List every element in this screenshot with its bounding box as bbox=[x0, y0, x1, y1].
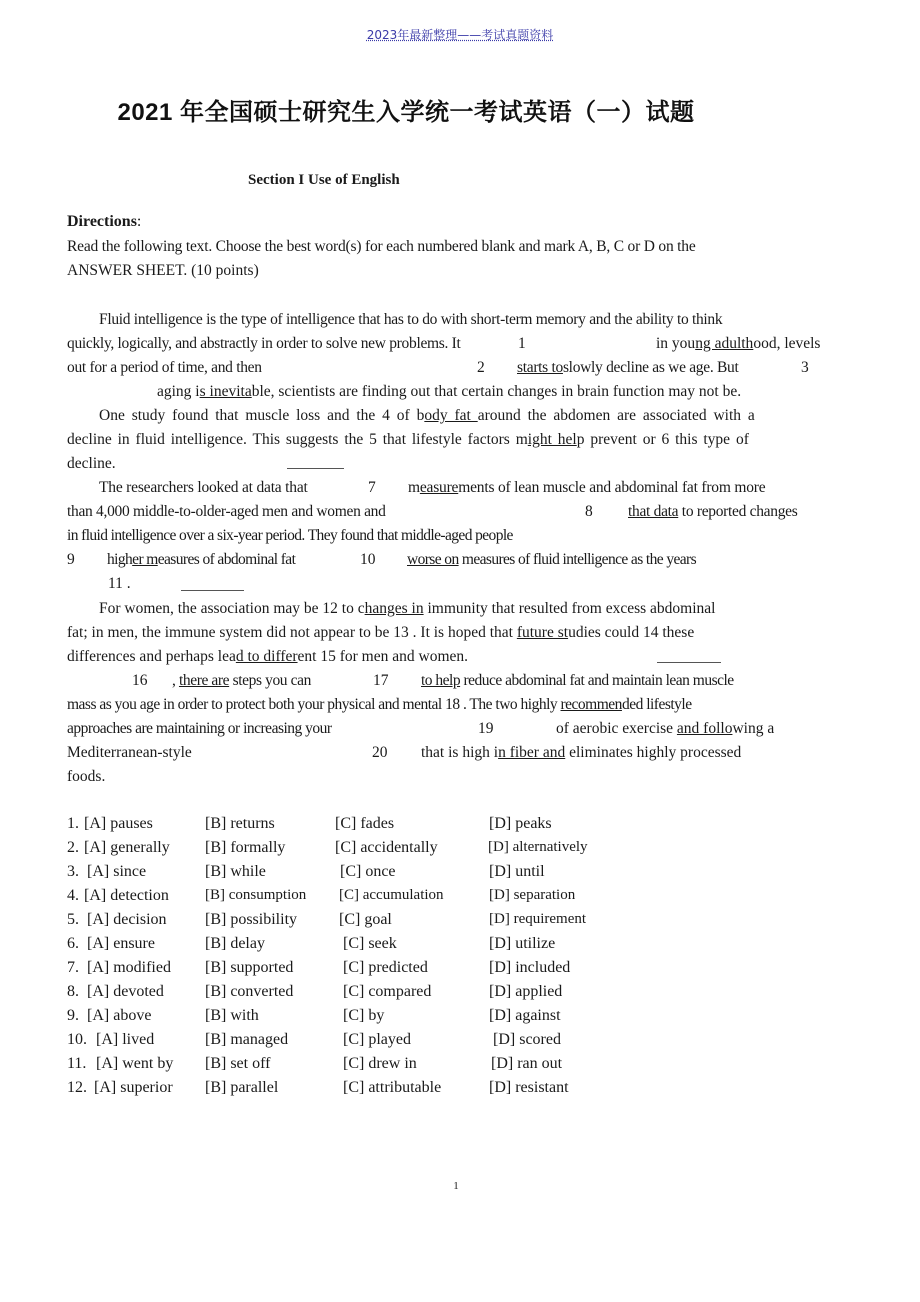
option-d[interactable]: [D] included bbox=[489, 959, 571, 976]
option-b[interactable]: [B] returns bbox=[205, 815, 275, 832]
option-d[interactable]: [D] ran out bbox=[491, 1055, 563, 1072]
blank-19: 19 bbox=[478, 720, 494, 737]
option-c[interactable]: [C] seek bbox=[343, 935, 397, 952]
option-b[interactable]: [B] delay bbox=[205, 935, 265, 952]
p4-text: fat; in men, the immune system did not appear to be 13 . It is hoped that bbox=[67, 624, 517, 641]
p4-underlined: hanges in bbox=[364, 600, 424, 617]
option-a[interactable]: [A] detection bbox=[84, 887, 169, 904]
directions-colon: : bbox=[136, 213, 142, 230]
option-d[interactable]: [D] scored bbox=[493, 1031, 561, 1048]
p3-line-4a bbox=[107, 551, 295, 569]
option-a[interactable]: [A] devoted bbox=[87, 983, 164, 1000]
p2-line-2 bbox=[67, 431, 749, 449]
p3-text: ments of lean muscle and abdominal fat from more bbox=[458, 479, 766, 496]
p1-underlined: ng adulth bbox=[695, 335, 754, 352]
p1-underlined: s inevita bbox=[199, 383, 252, 400]
option-a[interactable]: [A] modified bbox=[87, 959, 171, 976]
p1-line-3a: out for a period of time, and then bbox=[67, 359, 262, 376]
p1-text: in you bbox=[656, 335, 696, 352]
p3-underlined: worse on bbox=[407, 551, 459, 568]
option-b[interactable]: [B] with bbox=[205, 1007, 259, 1024]
option-c[interactable]: [C] accumulation bbox=[339, 887, 444, 903]
p5-line-2 bbox=[67, 696, 692, 714]
p4-line-1 bbox=[99, 600, 715, 618]
answer-blank-line bbox=[181, 590, 244, 591]
directions-line-1: Read the following text. Choose the best word(s) for each numbered blank and mark A, B, C or D on the bbox=[67, 238, 696, 255]
option-a[interactable]: [A] lived bbox=[96, 1031, 155, 1048]
page-number: 1 bbox=[453, 1180, 459, 1192]
p3-text: high bbox=[107, 551, 133, 568]
p4-underlined: d to differ bbox=[235, 648, 298, 665]
blank-3: 3 bbox=[801, 359, 809, 376]
p2-line-1 bbox=[99, 407, 755, 425]
p4-underlined: future st bbox=[516, 624, 569, 641]
p4-text: udies could 14 these bbox=[568, 624, 695, 641]
p5-text: ded lifestyle bbox=[621, 696, 692, 713]
option-c[interactable]: [C] by bbox=[343, 1007, 385, 1024]
option-b[interactable]: [B] possibility bbox=[205, 911, 298, 928]
p5-text: reduce abdominal fat and maintain lean muscle bbox=[460, 672, 734, 689]
option-b[interactable]: [B] parallel bbox=[205, 1079, 279, 1096]
question-number: 2. bbox=[67, 839, 79, 856]
option-a[interactable]: [A] pauses bbox=[84, 815, 153, 832]
option-a[interactable]: [A] above bbox=[87, 1007, 152, 1024]
p4-text: differences and perhaps lea bbox=[67, 648, 236, 665]
option-b[interactable]: [B] while bbox=[205, 863, 266, 880]
p3-line-4b bbox=[407, 551, 696, 569]
option-d[interactable]: [D] until bbox=[489, 863, 545, 880]
option-c[interactable]: [C] fades bbox=[335, 815, 395, 832]
blank-8: 8 bbox=[585, 503, 593, 520]
question-number: 4. bbox=[67, 887, 79, 904]
option-b[interactable]: [B] managed bbox=[205, 1031, 289, 1048]
p2-text: One study found that muscle loss and the 4 of b bbox=[99, 407, 425, 424]
option-a[interactable]: [A] ensure bbox=[87, 935, 155, 952]
option-c[interactable]: [C] attributable bbox=[343, 1079, 442, 1096]
option-d[interactable]: [D] alternatively bbox=[488, 839, 588, 855]
question-number: 11. bbox=[67, 1055, 87, 1072]
p1-line-1: Fluid intelligence is the type of intelligence that has to do with short-term memory and the ability to think bbox=[99, 311, 723, 328]
p3-text: m bbox=[408, 479, 420, 496]
p3-line-1b bbox=[408, 479, 765, 497]
option-d[interactable]: [D] utilize bbox=[489, 935, 556, 952]
option-b[interactable]: [B] consumption bbox=[205, 887, 307, 903]
p3-line-2a: than 4,000 middle-to-older-aged men and women and bbox=[67, 503, 386, 520]
p5-line-4a: Mediterranean-style bbox=[67, 744, 192, 761]
question-number: 1. bbox=[67, 815, 79, 832]
option-d[interactable]: [D] peaks bbox=[489, 815, 552, 832]
question-number: 9. bbox=[67, 1007, 79, 1024]
p1-text: ood, levels bbox=[753, 335, 821, 352]
blank-11: 11 . bbox=[108, 575, 131, 592]
p5-text: mass as you age in order to protect both your physical and mental 18 . The two highly bbox=[67, 696, 561, 713]
p4-text: For women, the association may be 12 to c bbox=[99, 600, 365, 617]
option-a[interactable]: [A] decision bbox=[87, 911, 167, 928]
p3-underlined: that data bbox=[628, 503, 679, 520]
p4-line-2 bbox=[67, 624, 694, 642]
question-number: 7. bbox=[67, 959, 79, 976]
p5-line-4b bbox=[421, 744, 741, 762]
p4-line-3 bbox=[67, 648, 468, 666]
p2-underlined: ody fat bbox=[424, 407, 478, 424]
blank-10: 10 bbox=[360, 551, 376, 568]
option-b[interactable]: [B] formally bbox=[205, 839, 286, 856]
p5-underlined: there are bbox=[178, 672, 230, 689]
answer-blank-line bbox=[287, 468, 344, 469]
p4-text: immunity that resulted from excess abdominal bbox=[423, 600, 716, 617]
p1-text: ble, scientists are finding out that certain changes in brain function may not be. bbox=[251, 383, 742, 400]
p3-underlined: er m bbox=[132, 551, 158, 568]
option-c[interactable]: [C] once bbox=[340, 863, 396, 880]
p2-text: decline in fluid intelligence. This suggests the 5 that lifestyle factors m bbox=[67, 431, 528, 448]
p1-underlined: starts to bbox=[517, 359, 563, 376]
p3-text: easures of abdominal fat bbox=[157, 551, 296, 568]
p5-underlined: to help bbox=[421, 672, 461, 689]
blank-2: 2 bbox=[477, 359, 485, 376]
p5-text: of aerobic exercise bbox=[556, 720, 677, 737]
p2-text: p prevent or 6 this type of bbox=[576, 431, 749, 448]
p4-text: ent 15 for men and women. bbox=[297, 648, 469, 665]
option-a[interactable]: [A] went by bbox=[96, 1055, 174, 1072]
blank-20: 20 bbox=[372, 744, 388, 761]
blank-1: 1 bbox=[518, 335, 526, 352]
option-a[interactable]: [A] since bbox=[87, 863, 147, 880]
option-d[interactable]: [D] against bbox=[489, 1007, 561, 1024]
p5-text: , bbox=[172, 672, 179, 689]
option-d[interactable]: [D] requirement bbox=[489, 911, 587, 927]
p5-line-1b bbox=[421, 672, 734, 690]
p5-line-3b bbox=[556, 720, 774, 738]
question-number: 5. bbox=[67, 911, 79, 928]
header-banner-link[interactable]: 2023年最新整理——考试真题资料 bbox=[366, 28, 554, 42]
p3-underlined: easure bbox=[419, 479, 459, 496]
question-number: 8. bbox=[67, 983, 79, 1000]
directions-line-2: ANSWER SHEET. (10 points) bbox=[67, 262, 259, 279]
option-d[interactable]: [D] resistant bbox=[489, 1079, 569, 1096]
p5-line-3a: approaches are maintaining or increasing your bbox=[67, 720, 332, 737]
p5-underlined: n fiber and bbox=[498, 744, 566, 761]
option-b[interactable]: [B] converted bbox=[205, 983, 294, 1000]
question-number: 3. bbox=[67, 863, 79, 880]
p5-line-1a bbox=[172, 672, 311, 690]
p3-line-3: in fluid intelligence over a six-year period. They found that middle-aged people bbox=[67, 527, 513, 544]
question-number: 10. bbox=[67, 1031, 87, 1048]
p1-text: aging i bbox=[157, 383, 200, 400]
p1-line-2b bbox=[656, 335, 820, 353]
p5-text: steps you can bbox=[229, 672, 311, 689]
option-d[interactable]: [D] applied bbox=[489, 983, 563, 1000]
p2-text: around the abdomen are associated with a bbox=[477, 407, 755, 424]
blank-7: 7 bbox=[368, 479, 376, 496]
p1-line-3b bbox=[517, 359, 738, 377]
option-c[interactable]: [C] compared bbox=[343, 983, 432, 1000]
p1-line-4 bbox=[157, 383, 741, 401]
question-number: 6. bbox=[67, 935, 79, 952]
directions-label: Directions bbox=[67, 213, 137, 230]
option-b[interactable]: [B] set off bbox=[205, 1055, 271, 1072]
p5-underlined: and follo bbox=[676, 720, 733, 737]
question-number: 12. bbox=[67, 1079, 87, 1096]
blank-9: 9 bbox=[67, 551, 75, 568]
p3-text: to reported changes bbox=[678, 503, 798, 520]
option-b[interactable]: [B] supported bbox=[205, 959, 294, 976]
option-a[interactable]: [A] superior bbox=[94, 1079, 173, 1096]
blank-16: 16 bbox=[132, 672, 148, 689]
exam-title: 2021 年全国硕士研究生入学统一考试英语（一）试题 bbox=[117, 99, 695, 126]
section-heading: Section I Use of English bbox=[248, 172, 400, 188]
answer-blank-line bbox=[657, 662, 721, 663]
option-d[interactable]: [D] separation bbox=[489, 887, 576, 903]
option-c[interactable]: [C] drew in bbox=[343, 1055, 417, 1072]
p5-line-5: foods. bbox=[67, 768, 106, 785]
p5-text: wing a bbox=[732, 720, 775, 737]
p2-underlined: ight hel bbox=[527, 431, 577, 448]
blank-17: 17 bbox=[373, 672, 389, 689]
option-a[interactable]: [A] generally bbox=[84, 839, 170, 856]
p1-line-2a: quickly, logically, and abstractly in order to solve new problems. It bbox=[67, 335, 461, 352]
option-c[interactable]: [C] goal bbox=[339, 911, 392, 928]
p3-line-1a: The researchers looked at data that bbox=[99, 479, 308, 496]
option-c[interactable]: [C] predicted bbox=[343, 959, 428, 976]
option-c[interactable]: [C] played bbox=[343, 1031, 411, 1048]
p5-underlined: recommen bbox=[560, 696, 622, 713]
directions-heading bbox=[67, 213, 141, 231]
p2-line-3: decline. bbox=[67, 455, 116, 472]
p3-line-2b bbox=[628, 503, 797, 521]
p3-text: measures of fluid intelligence as the years bbox=[458, 551, 697, 568]
p1-text: slowly decline as we age. But bbox=[562, 359, 739, 376]
option-c[interactable]: [C] accidentally bbox=[335, 839, 438, 856]
p5-text: that is high i bbox=[421, 744, 499, 761]
p5-text: eliminates highly processed bbox=[565, 744, 742, 761]
